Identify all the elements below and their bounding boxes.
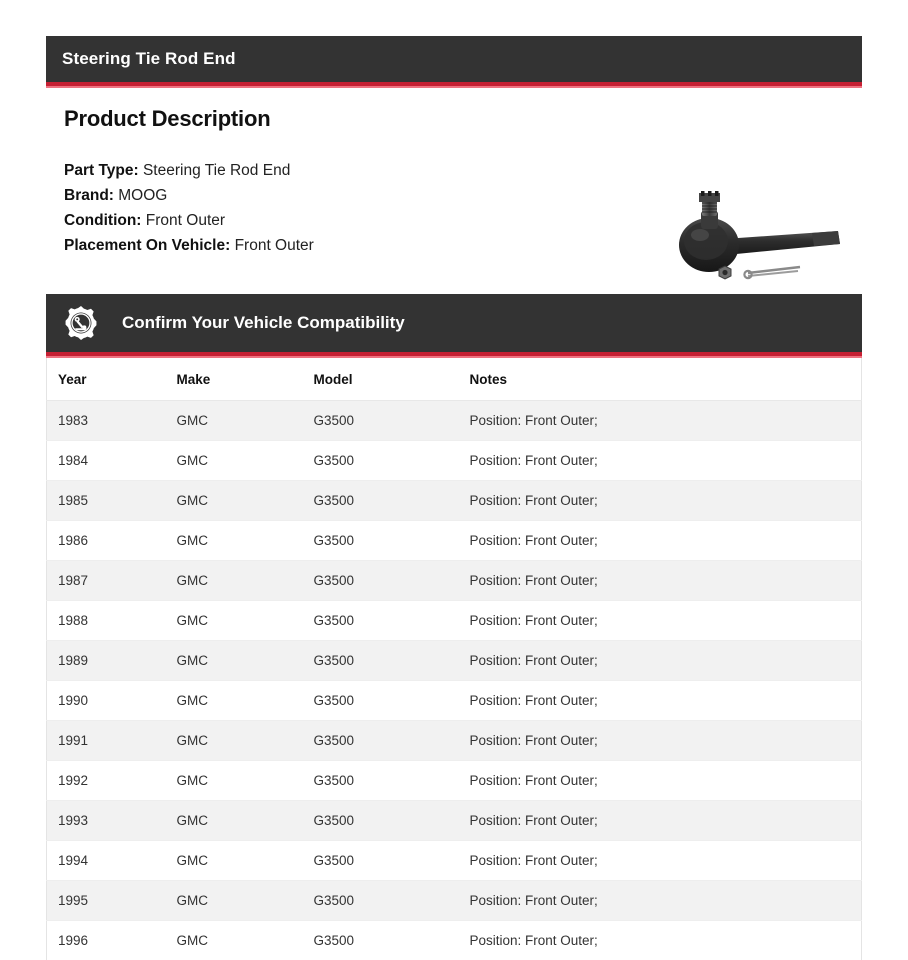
cell-make: GMC — [177, 801, 314, 841]
table-row — [47, 721, 862, 761]
spec-value-brand: MOOG — [118, 187, 168, 204]
cell-year: 1985 — [47, 481, 177, 521]
spec-label-brand: Brand: — [64, 187, 114, 204]
cell-year: 1988 — [47, 601, 177, 641]
cell-notes: Position: Front Outer; — [470, 761, 862, 801]
cell-model: G3500 — [314, 441, 470, 481]
cell-make: GMC — [176, 933, 208, 948]
cell-make: GMC — [177, 641, 314, 681]
table-row — [47, 801, 862, 841]
cell-year: 1993 — [47, 801, 177, 841]
cell-year: 1995 — [47, 881, 177, 921]
cell-notes: Position: Front Outer; — [470, 801, 862, 841]
cell-model: G3500 — [314, 761, 470, 801]
cell-notes: Position: Front Outer; — [470, 401, 862, 441]
cell-make: GMC — [177, 681, 314, 721]
cell-year: 1986 — [47, 521, 177, 561]
compatibility-header-bar — [46, 294, 862, 356]
cell-make: GMC — [177, 721, 314, 761]
table-row — [47, 441, 862, 481]
cell-make: GMC — [177, 521, 314, 561]
cell-make: GMC — [177, 601, 314, 641]
spec-value-part-type: Steering Tie Rod End — [142, 162, 291, 179]
table-row — [47, 401, 862, 441]
cell-year: 1994 — [47, 841, 177, 881]
cell-notes: Position: Front Outer; — [470, 721, 862, 761]
table-row — [47, 761, 862, 801]
table-head — [47, 358, 862, 401]
cell-model: G3500 — [314, 721, 470, 761]
cell-make: GMC — [177, 561, 314, 601]
compatibility-table — [46, 358, 862, 960]
cell-make: GMC — [177, 761, 314, 801]
table-row — [47, 641, 862, 681]
cell-make: GMC — [177, 441, 314, 481]
vehicle-compatibility-panel — [46, 294, 862, 960]
cell-notes: Position: Front Outer; — [470, 521, 862, 561]
cell-year: 1989 — [47, 641, 177, 681]
cell-notes: Position: Front Outer; — [470, 841, 862, 881]
column-header-model[interactable]: Model — [314, 358, 470, 401]
product-description-panel — [46, 36, 862, 258]
cell-year: 1987 — [47, 561, 177, 601]
table-row — [47, 481, 862, 521]
cell-notes: Position: Front Outer; — [470, 561, 862, 601]
page-title: Product Description — [64, 106, 271, 131]
table-row — [47, 881, 862, 921]
spec-row-part-type — [64, 158, 862, 183]
cell-notes: Position: Front Outer; — [470, 601, 862, 641]
gear-icon — [62, 304, 100, 342]
cell-model: G3500 — [314, 401, 470, 441]
cell-year: 1992 — [47, 761, 177, 801]
cell-year: 1983 — [47, 401, 177, 441]
cell-model: G3500 — [314, 601, 470, 641]
cell-model: G3500 — [314, 841, 470, 881]
cell-model: G3500 — [314, 641, 470, 681]
spec-value-condition: Front Outer — [145, 212, 226, 229]
cell-notes: Position: Front Outer; — [470, 441, 862, 481]
cell-notes: Position: Front Outer; — [470, 641, 862, 681]
cell-make: GMC — [177, 401, 314, 441]
cell-year: 1990 — [47, 681, 177, 721]
table-header-row — [47, 358, 862, 401]
cell-year: 1991 — [47, 721, 177, 761]
product-image — [662, 183, 852, 288]
cell-model: G3500 — [314, 521, 470, 561]
cell-model: G3500 — [314, 561, 470, 601]
cell-make: GMC — [177, 841, 314, 881]
table-row — [47, 561, 862, 601]
spec-value-placement: Front Outer — [234, 237, 314, 254]
cell-notes: Position: Front Outer; — [470, 881, 862, 921]
cell-notes: Position: Front Outer; — [469, 933, 598, 948]
product-header-title: Steering Tie Rod End — [62, 49, 236, 68]
cell-model: G3500 — [314, 681, 470, 721]
table-body — [47, 401, 862, 960]
table-row — [47, 921, 862, 960]
table-row — [47, 841, 862, 881]
cell-model: G3500 — [314, 481, 470, 521]
cell-model: G3500 — [313, 933, 355, 948]
table-row — [47, 521, 862, 561]
cell-year: 1996 — [58, 933, 89, 948]
cell-notes: Position: Front Outer; — [470, 481, 862, 521]
compatibility-header-title: Confirm Your Vehicle Compatibility — [122, 313, 405, 332]
cell-make: GMC — [177, 481, 314, 521]
column-header-year[interactable]: Year — [47, 358, 177, 401]
cell-model: G3500 — [314, 881, 470, 921]
spec-label-condition: Condition: — [64, 212, 142, 229]
cell-notes: Position: Front Outer; — [470, 681, 862, 721]
cell-model: G3500 — [314, 801, 470, 841]
table-row — [47, 681, 862, 721]
spec-label-part-type: Part Type: — [64, 162, 139, 179]
table-row — [47, 601, 862, 641]
column-header-notes[interactable]: Notes — [470, 358, 862, 401]
spec-label-placement: Placement On Vehicle: — [64, 237, 231, 254]
product-body — [46, 88, 862, 258]
cell-year: 1984 — [47, 441, 177, 481]
product-header-bar — [46, 36, 862, 86]
column-header-make[interactable]: Make — [177, 358, 314, 401]
cell-make: GMC — [177, 881, 314, 921]
